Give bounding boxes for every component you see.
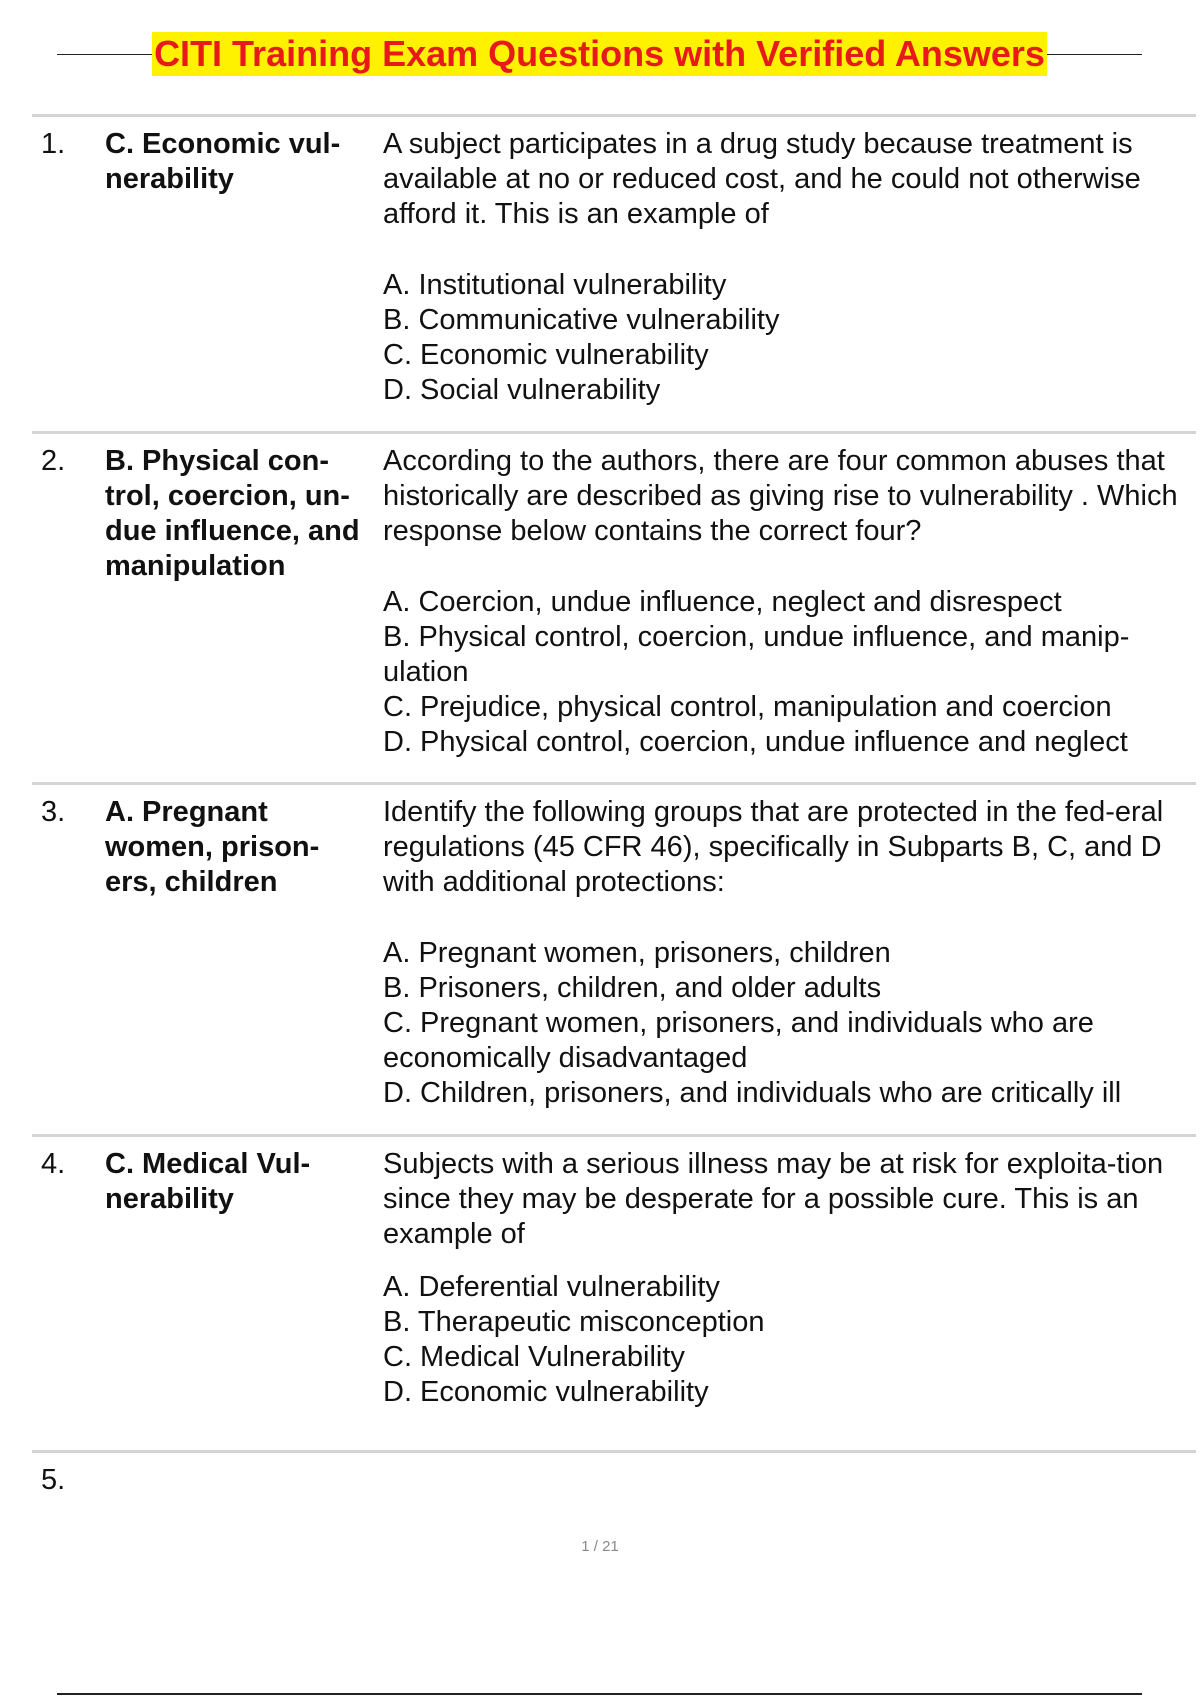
- question-body: [383, 444, 1200, 760]
- option-d: D. Children, prisoners, and individuals who are critically ill: [383, 1077, 1122, 1109]
- option-c: C. Economic vulnerability: [383, 339, 709, 371]
- document-header: [57, 28, 1142, 80]
- question-number: 3.: [41, 796, 66, 828]
- question-number: 1.: [41, 128, 66, 160]
- title-rule-right: [1047, 54, 1142, 55]
- option-a: A. Deferential vulnerability: [383, 1271, 720, 1303]
- question-text: Subjects with a serious illness may be at risk for exploita-tion since they may be desperate for a possible cure. This is an example of: [383, 1148, 1164, 1250]
- question-number: 5.: [41, 1464, 66, 1496]
- option-d: D. Economic vulnerability: [383, 1376, 709, 1408]
- page-indicator: 1 / 21: [581, 1538, 619, 1555]
- option-b: B. Communicative vulnerability: [383, 304, 780, 336]
- question-row-1: [32, 114, 1196, 431]
- correct-answer: A. Pregnant women, prison-ers, children: [105, 796, 320, 898]
- option-b: B. Physical control, coercion, undue influence, and manip-ulation: [383, 621, 1130, 688]
- title-rule-left: [57, 54, 152, 55]
- correct-answer: C. Economic vul-nerability: [105, 128, 341, 195]
- question-row-3: [32, 782, 1196, 1134]
- question-row-2: [32, 431, 1196, 782]
- option-c: C. Prejudice, physical control, manipulation and coercion: [383, 691, 1112, 723]
- footer-rule: [57, 1693, 1142, 1695]
- question-text: A subject participates in a drug study because treatment is available at no or reduced cost, and he could not otherwise afford it. This is an example of: [383, 128, 1141, 230]
- question-row-5: [32, 1450, 1196, 1510]
- correct-answer: C. Medical Vul-nerability: [105, 1148, 311, 1215]
- option-b: B. Prisoners, children, and older adults: [383, 972, 882, 1004]
- question-number: 4.: [41, 1148, 66, 1180]
- answer-options: [383, 268, 1200, 408]
- answer-options: [383, 936, 1200, 1111]
- option-a: A. Coercion, undue influence, neglect and disrespect: [383, 586, 1062, 618]
- question-body: [383, 127, 1200, 408]
- answer-options: [383, 585, 1200, 760]
- option-d: D. Physical control, coercion, undue influence and neglect: [383, 726, 1128, 758]
- question-number: 2.: [41, 445, 66, 477]
- question-text: Identify the following groups that are protected in the fed-eral regulations (45 CFR 46), specifically in Subparts B, C, and D with additional protections:: [383, 796, 1164, 898]
- correct-answer: B. Physical con-trol, coercion, un-due influence, and manipulation: [105, 445, 360, 582]
- document-title: CITI Training Exam Questions with Verified Answers: [154, 33, 1045, 74]
- answer-options: [383, 1270, 1200, 1410]
- option-a: A. Institutional vulnerability: [383, 269, 727, 301]
- question-body: [383, 795, 1200, 1111]
- option-a: A. Pregnant women, prisoners, children: [383, 937, 891, 969]
- question-text: According to the authors, there are four common abuses that historically are described as giving rise to vulnerability . Which response below contains the correct four?: [383, 445, 1178, 547]
- question-row-4: [32, 1134, 1196, 1450]
- option-c: C. Pregnant women, prisoners, and individuals who are economically disadvantaged: [383, 1007, 1094, 1074]
- option-d: D. Social vulnerability: [383, 374, 661, 406]
- option-c: C. Medical Vulnerability: [383, 1341, 685, 1373]
- question-body: [383, 1147, 1200, 1410]
- question-list: [32, 114, 1196, 1510]
- option-b: B. Therapeutic misconception: [383, 1306, 765, 1338]
